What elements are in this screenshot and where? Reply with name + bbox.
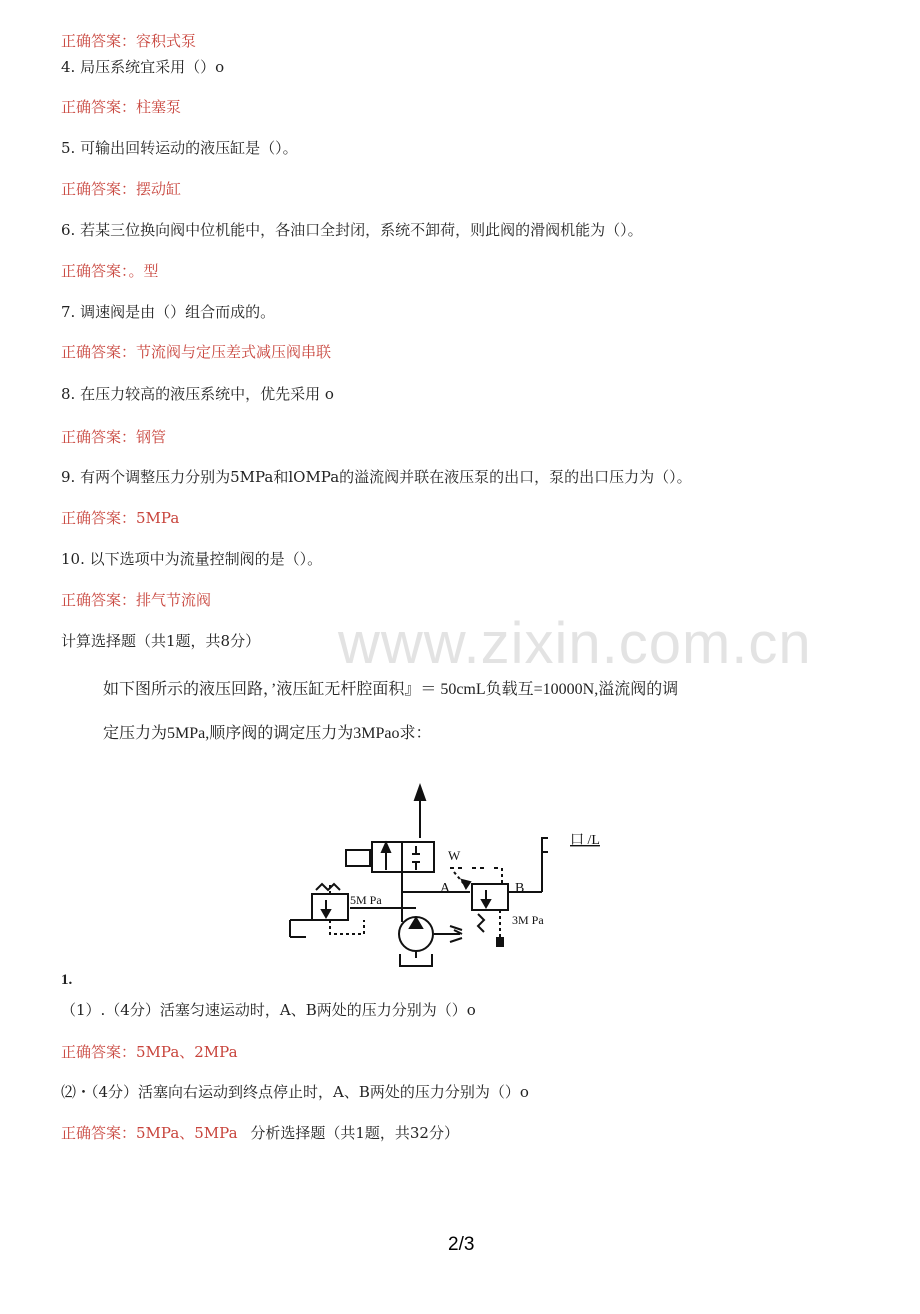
answer-line: 正确答案：钢管 — [61, 428, 167, 446]
question-line: 6. 若某三位换向阀中位机能中，各油口全封闭，系统不卸荷，则此阀的滑阀机能为（）。 — [61, 221, 643, 239]
question-line: ⑵・（4分）活塞向右运动到终点停止时，A、B两处的压力分别为（）o — [61, 1083, 529, 1101]
question-line: 5. 可输出回转运动的液压缸是（）。 — [61, 139, 298, 157]
question-line: （1）.（4分）活塞匀速运动时，A、B两处的压力分别为（）o — [61, 1001, 476, 1019]
problem-statement-line-1: 如下图所示的液压回路，’液压缸无杆腔面积』＝ 50cmL负载互=10000N,溢流阀的调 — [103, 681, 679, 698]
watermark: www.zixin.com.cn — [338, 611, 812, 676]
answer-line: 正确答案：摆动缸 — [61, 180, 182, 198]
answer-line: 正确答案：柱塞泵 — [61, 98, 182, 116]
problem-statement-line-2: 定压力为5MPa,顺序阀的调定压力为3MPao求： — [103, 725, 432, 742]
page-number: 2/3 — [448, 1234, 475, 1255]
answer-line: 正确答案：5MPa — [61, 509, 180, 527]
up-arrow-icon — [415, 786, 425, 800]
answer-line: 正确答案：排气节流阀 — [61, 591, 212, 609]
answer-text: 正确答案：5MPa、5MPa — [61, 1124, 238, 1142]
diagram-label-cylinder: 口 /L — [570, 833, 600, 848]
solenoid-actuator — [346, 850, 370, 866]
answer-line: 正确答案：容积式泵 — [61, 32, 197, 50]
sequence-valve-3mpa — [472, 884, 508, 910]
section-heading: 分析选择题（共1题，共32分） — [250, 1124, 459, 1142]
answer-line: 正确答案：5MPa、2MPa — [61, 1043, 238, 1061]
hydraulic-circuit-diagram — [280, 780, 640, 972]
answer-and-heading-line — [61, 1123, 459, 1143]
diagram-label-5mpa: 5M Pa — [350, 893, 382, 907]
section-heading: 计算选择题（共1题，共8分） — [61, 632, 261, 650]
question-line: 9. 有两个调整压力分别为5MPa和lOMPa的溢流阀并联在液压泵的出口，泵的出口压力为（）。 — [61, 468, 692, 486]
cylinder-stub — [542, 838, 548, 852]
question-line: 8. 在压力较高的液压系统中，优先采用 o — [61, 385, 334, 403]
relief-spring — [316, 884, 340, 890]
question-line: 7. 调速阀是由（）组合而成的。 — [61, 303, 276, 321]
diagram-label-a: A — [440, 881, 451, 896]
question-line: 4. 局压系统宜采用（）o — [61, 58, 225, 76]
answer-line: 正确答案：节流阀与定压差式减压阀串联 — [61, 343, 332, 361]
sub-question-number: 1. — [61, 972, 73, 988]
diagram-label-w: W — [448, 848, 461, 863]
question-line: 10. 以下选项中为流量控制阀的是（）。 — [61, 550, 323, 568]
diagram-label-b: B — [515, 881, 525, 896]
answer-line: 正确答案：。型 — [61, 262, 159, 280]
relief-valve-5mpa — [312, 894, 348, 920]
diagram-label-3mpa: 3M Pa — [512, 913, 544, 927]
sequence-spring — [478, 914, 484, 932]
